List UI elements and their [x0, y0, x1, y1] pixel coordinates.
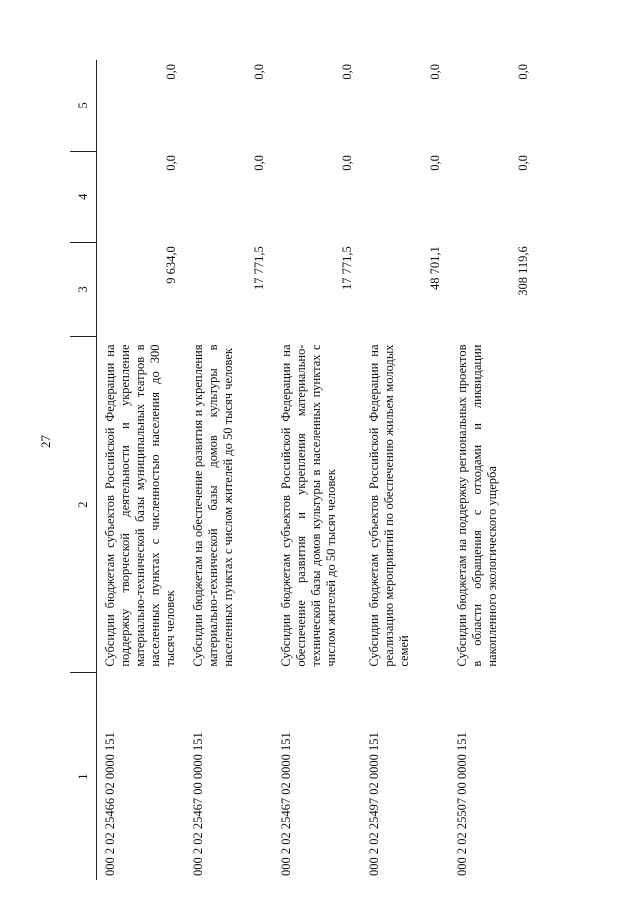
budget-item-name: Субсидии бюджетам субъектов Российской Федерации на реализацию мероприятий по обеспечению жильем молодых семей [366, 344, 411, 667]
amount-col5: 0,0 [515, 64, 530, 80]
column-header-5: 5 [70, 60, 97, 151]
table-row [361, 60, 449, 880]
amount-col5: 0,0 [251, 64, 266, 80]
budget-table [70, 60, 537, 880]
amount-col5: 0,0 [427, 64, 442, 80]
amount-col4: 0,0 [163, 155, 178, 171]
amount-col3: 9 634,0 [163, 246, 178, 284]
budget-code: 000 2 02 25497 02 0000 151 [366, 732, 381, 876]
column-header-2: 2 [70, 337, 97, 673]
amount-col5: 0,0 [163, 64, 178, 80]
column-header-4: 4 [70, 151, 97, 242]
amount-col4: 0,0 [427, 155, 442, 171]
amount-col4: 0,0 [251, 155, 266, 171]
amount-col4: 0,0 [515, 155, 530, 171]
table-row [97, 60, 185, 880]
budget-item-name: Субсидии бюджетам на обеспечение развития и укрепления материально-технической базы домов культуры в населенных пунктах с числом жителей до 50 тысяч человек [190, 344, 235, 667]
column-header-3: 3 [70, 242, 97, 336]
budget-table-sheet [70, 60, 570, 880]
budget-item-name: Субсидии бюджетам субъектов Российской Федерации на обеспечение развития и укрепления материально-технической базы домов культуры в населенных пунктах с числом жителей до 50 тысяч человек [278, 344, 338, 667]
amount-col3: 17 771,5 [251, 246, 266, 290]
amount-col3: 48 701,1 [427, 246, 442, 290]
column-header-1: 1 [70, 673, 97, 880]
amount-col3: 17 771,5 [339, 246, 354, 290]
amount-col4: 0,0 [339, 155, 354, 171]
page-number: 27 [38, 435, 53, 448]
amount-col5: 0,0 [339, 64, 354, 80]
budget-item-name: Субсидии бюджетам на поддержку региональных проектов в области обращения с отходами и ликвидации накопленного экологического ущерба [454, 344, 499, 667]
table-row [449, 60, 537, 880]
budget-code: 000 2 02 25467 00 0000 151 [190, 732, 205, 876]
table-row [185, 60, 273, 880]
budget-code: 000 2 02 25466 02 0000 151 [103, 732, 117, 876]
amount-col3: 308 119,6 [515, 246, 530, 296]
budget-item-name: Субсидии бюджетам субъектов Российской Федерации на поддержку творческой деятельности и укрепление материально-технической базы муниципальных театров в населенных пунктах с численностью населения до 300 тысяч человек [103, 344, 177, 667]
budget-code: 000 2 02 25467 02 0000 151 [278, 732, 293, 876]
header-row [70, 60, 97, 880]
budget-code: 000 2 02 25507 00 0000 151 [454, 732, 469, 876]
table-row [273, 60, 361, 880]
